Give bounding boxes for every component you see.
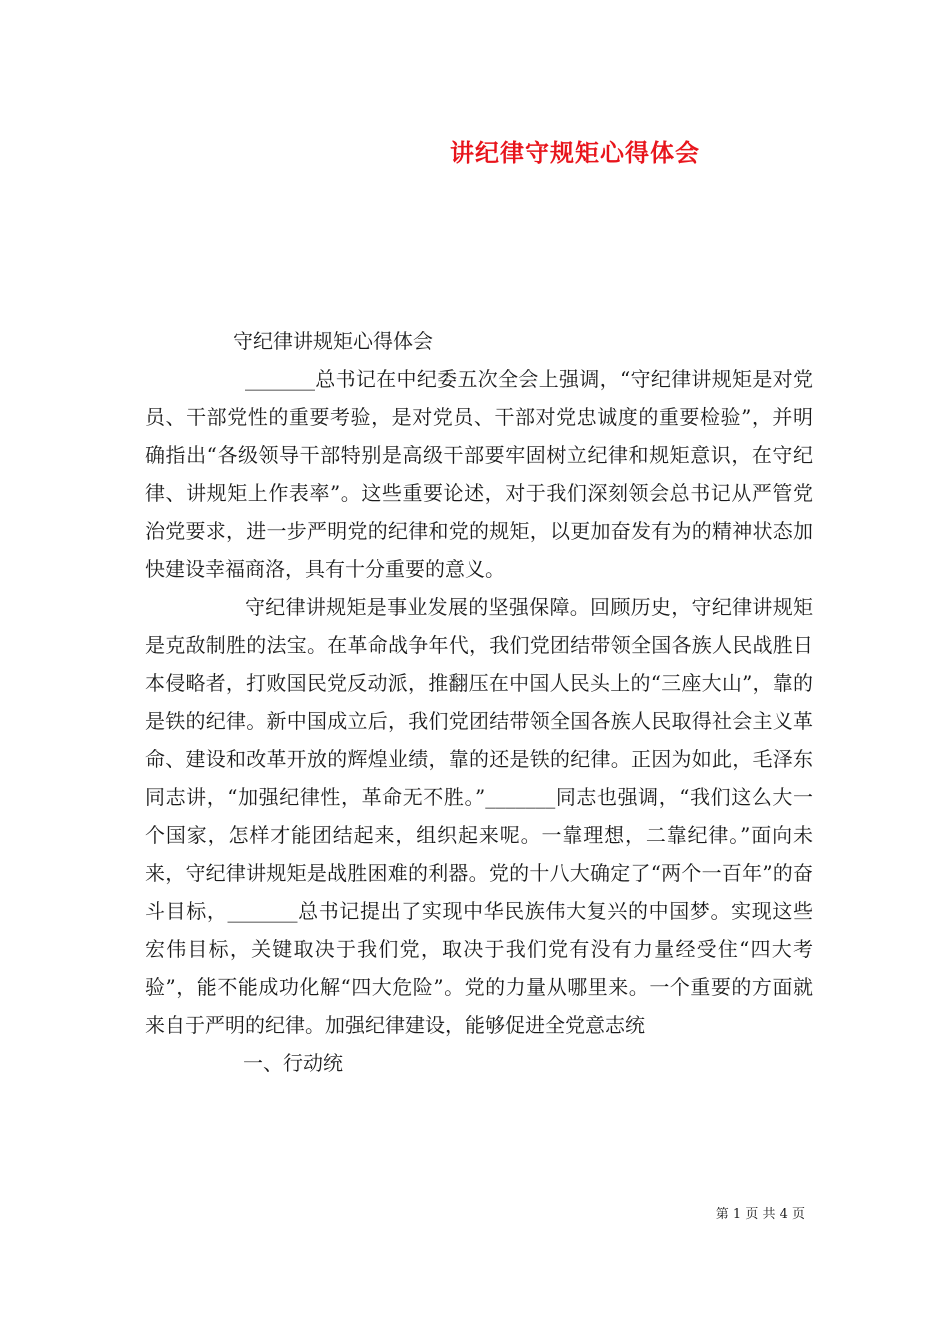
paragraph-2: 守纪律讲规矩是事业发展的坚强保障。回顾历史，守纪律讲规矩是克敌制胜的法宝。在革命战争年代，我们党团结带领全国各族人民战胜日本侵略者，打败国民党反动派，推翻压在中国人民头上的“三座大山”，靠的是铁的纪律。新中国成立后，我们党团结带领全国各族人民取得社会主义革命、建设和改革开放的辉煌业绩，靠的还是铁的纪律。正因为如此，毛泽东同志讲，“加强纪律性，革命无不胜。”_______同志也强调，“我们这么大一个国家，怎样才能团结起来，组织起来呢。一靠理想，二靠纪律。”面向未来，守纪律讲规矩是战胜困难的利器。党的十八大确定了“两个一百年”的奋斗目标，_______总书记提出了实现中华民族伟大复兴的中国梦。实现这些宏伟目标，关键取决于我们党，取决于我们党有没有力量经受住“四大考验”，能不能成功化解“四大危险”。党的力量从哪里来。一个重要的方面就来自于严明的纪律。加强纪律建设，能够促进全党意志统 <box>145 595 813 1037</box>
section-heading: 一、行动统 <box>243 1051 343 1075</box>
page-number: 第 1 页 共 4 页 <box>715 1207 805 1222</box>
paragraph-1: _______总书记在中纪委五次全会上强调，“守纪律讲规矩是对党员、干部党性的重要考验，是对党员、干部对党忠诚度的重要检验”，并明确指出“各级领导干部特别是高级干部要牢固树立纪律和规矩意识，在守纪律、讲规矩上作表率”。这些重要论述，对于我们深刻领会总书记从严管党治党要求，进一步严明党的纪律和党的规矩，以更加奋发有为的精神状态加快建设幸福商洛，具有十分重要的意义。 <box>145 367 813 581</box>
document-subtitle: 守纪律讲规矩心得体会 <box>233 329 433 353</box>
document-title: 讲纪律守规矩心得体会 <box>450 138 700 167</box>
document-body <box>145 322 813 1082</box>
